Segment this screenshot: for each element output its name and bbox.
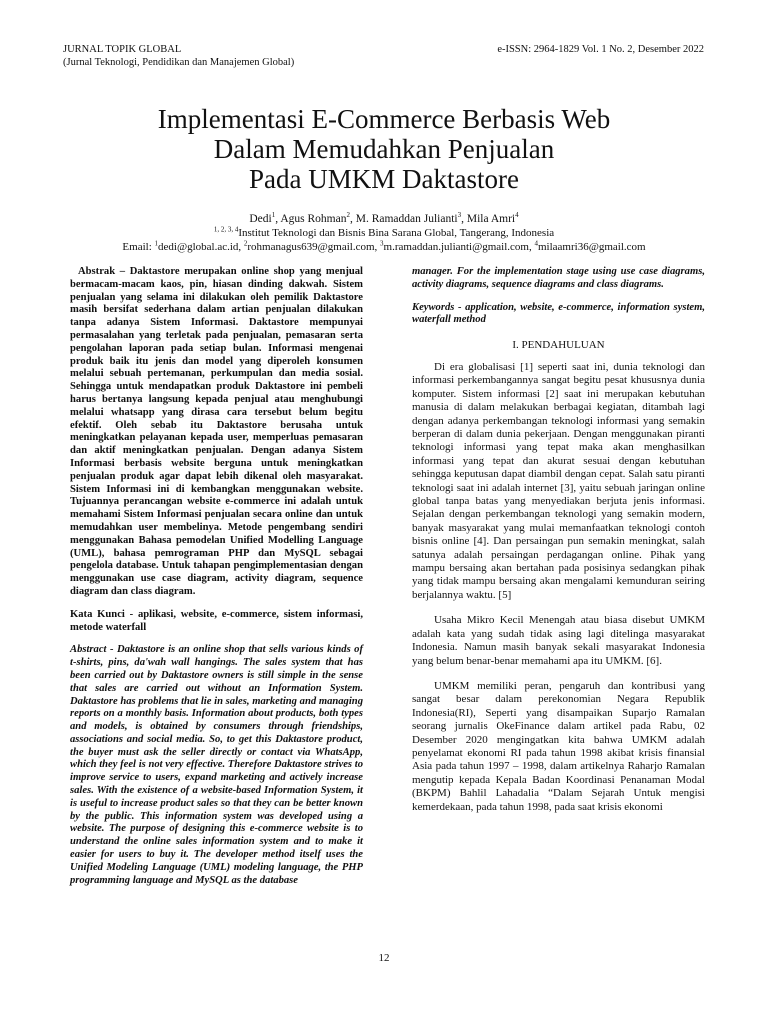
left-column xyxy=(70,266,363,887)
body-paragraph: Di era globalisasi [1] seperti saat ini, dunia teknologi dan informasi perkembangannya sangat begitu pesat khususnya dunia komputer. Sistem informasi [2] saat ini merupakan kebutuhan manusia di dalam melakukan berbagai kegiatan, ditambah lagi dengan adanya perkembangan teknologi informasi yang semakin berperan di dalam dunia pekerjaan. Dengan menggunakan piranti teknologi informasi yang tepat maka akan menghasilkan informasi yang tepat dan akurat sesuai dengan kebutuhan sehingga keputusan dapat diambil dengan cepat. Salah satu piranti teknologi saat ini adalah internet [3], yaitu sebuah jaringan online global tanpa batas yang menyediakan berjuta jenis informasi. Sejalan dengan perkembangan teknologi yang semakin modern, banyak masyarakat yang mulai memanfaatkan teknologi contoh bisnis online [4]. Dan persaingan pun semakin meningkat, salah satunya adalah persaingan perdagangan online. Pihak yang mampu bersaing akan bertahan pada posisinya sedangkan pihak yang tidak mampu bersaing akan mengalami kemunduran seiring berjalannya waktu. [5] xyxy=(412,360,705,601)
keywords-english: Keywords - application, website, e-commerce, information system, waterfall method xyxy=(412,301,705,326)
section-heading: I. PENDAHULUAN xyxy=(512,339,605,352)
body-paragraph: UMKM memiliki peran, pengaruh dan kontribusi yang sangat besar dalam perekonomian Negara Republik Indonesia(RI), Seperti yang disampaikan Suparjo Ramalan seorang jurnalis OkeFinance dalam artikel pada Rabu, 02 Desember 2020 mengingatkan kita bahwa UMKM adalah penyelamat ekonomi RI pada tahun 1998 akibat krisis finansial Asia pada tahun 1997 – 1998, dalam artikelnya Raharjo Ramalan mengutip kepada Kepala Badan Koordinasi Penanaman Modal (BKPM) Bahlil Lahadalia “Dalam Sejarah Untuk mengisi kemerdekaan, pada tahun 1998, pada saat krisis ekonomi xyxy=(412,679,705,813)
author-name: Mila Amri xyxy=(466,213,516,225)
title-line-1: Implementasi E-Commerce Berbasis Web xyxy=(157,104,611,134)
email-address: milaamri36@gmail.com xyxy=(538,241,646,253)
abstract-indonesian: Abstrak – Daktastore merupakan online shop yang menjual bermacam-macam kaos, pin, hiasan dinding dakwah. Sistem penjualan yang selama ini dilakukan oleh pemilik Daktastore masih bersifat sederhana dalam artian penjualan dilakukan tanpa adanya Sistem Informasi. Daktastore mempunyai permasalahan yang terletak pada penjualan, pemasaran serta pengolahan laporan pada setiap bulan. Informasi mengenai produk baik itu jenis dan model yang diperoleh konsumen melalui sebuah pertemanan, perkumpulan dan media sosial. Sehingga untuk mendapatkan produk Daktastore ini pembeli harus bertanya langsung kepada penjual atau menghubungi melalui whatsapp yang dirasa cara tersebut belum begitu efektif. Oleh sebab itu Daktastore berusaha untuk meningkatkan pelayanan kepada user, memperluas pemasaran dan aktif meningkatkan penjualan. Dengan adanya Sistem Informasi berbasis website berguna untuk meningkatkan penjualan produk agar dapat lebih dikenal oleh masyarakat. Sistem Informasi ini di kembangkan menggunakan website. Tujuannya perancangan website e-commerce ini adalah untuk memahami Sistem Informasi penjualan secara online dan untuk memudahkan user membelinya. Metode pengembang sendiri menggunakan Bahasa pemodelan Unified Modelling Language (UML), bahasa pemrograman PHP dan MySQL sebagai pengelola database. Untuk tahapan pengimplementasian dengan menggunakan use case diagram, activity diagram, sequence diagram dan class diagram. xyxy=(70,266,363,597)
email-list: Email: $^1$dedi@global.ac.id, $^2$rohmanagus639@gmail.com, $^3$m.ramaddan.julianti@gmail.com, $^4$milaamri36@gmail.com xyxy=(122,239,646,253)
journal-subtitle: (Jurnal Teknologi, Pendidikan dan Manajemen Global) xyxy=(63,57,295,68)
email-address: dedi@global.ac.id xyxy=(158,241,239,253)
affiliation: $^{1, 2, 3, 4}$Institut Teknologi dan Bisnis Bina Sarana Global, Tangerang, Indonesia xyxy=(213,225,555,239)
title-line-3: Pada UMKM Daktastore xyxy=(249,164,519,194)
email-address: rohmanagus639@gmail.com xyxy=(247,241,375,253)
journal-header-left xyxy=(63,43,294,69)
page-number: 12 xyxy=(378,952,390,964)
keywords-indonesian: Kata Kunci - aplikasi, website, e-commerce, sistem informasi, metode waterfall xyxy=(70,608,363,633)
paper-title xyxy=(0,104,768,194)
right-column xyxy=(412,266,705,826)
email-address: m.ramaddan.julianti@gmail.com xyxy=(383,241,529,253)
author-name: M. Ramaddan Julianti xyxy=(355,213,458,225)
author-name: Agus Rohman xyxy=(280,213,347,225)
journal-issn: e-ISSN: 2964-1829 Vol. 1 No. 2, Desember 2022 xyxy=(497,44,704,55)
author-list: Dedi$^1$, Agus Rohman$^2$, M. Ramaddan Julianti$^3$, Mila Amri$^4$ xyxy=(249,211,519,225)
journal-name: JURNAL TOPIK GLOBAL xyxy=(63,44,182,55)
abstract-english-continued: manager. For the implementation stage using use case diagrams, activity diagrams, sequence diagrams and class diagrams. xyxy=(412,266,705,290)
body-paragraph: Usaha Mikro Kecil Menengah atau biasa disebut UMKM adalah kata yang sudah tidak asing lagi ditelinga masyarakat Indonesia. Namun masih banyak sekali masyarakat Indonesia yang belum benar-benar memahami apa itu UMKM. [6]. xyxy=(412,614,705,667)
title-line-2: Dalam Memudahkan Penjualan xyxy=(213,134,555,164)
abstract-english: Abstract - Daktastore is an online shop that sells various kinds of t-shirts, pins, da'wah wall hangings. The sales system that has been carried out by Daktastore owners is still simple in the sense that sales are carried out without an Information System. Daktastore has problems that lie in sales, marketing and managing reports on a monthly basis. Information about products, both types and models, is obtained by consumers through friendships, associations and social media. So, to get this Daktastore product, the buyer must ask the seller directly or contact via WhatsApp, which they feel is not very effective. Therefore Daktastore strives to improve service to users, expand marketing and actively increase sales. With the existence of a website-based Information System, it is useful to increase product sales so that they can be better known by the public. This information system was developed using a website. The purpose of designing this e-commerce website is to understand the online sales information system and to make it easier for users to buy it. The developer method itself uses the Unified Modeling Language (UML) modeling language, the PHP programming language and MySQL as the database xyxy=(70,644,363,886)
author-name: Dedi xyxy=(249,213,272,225)
